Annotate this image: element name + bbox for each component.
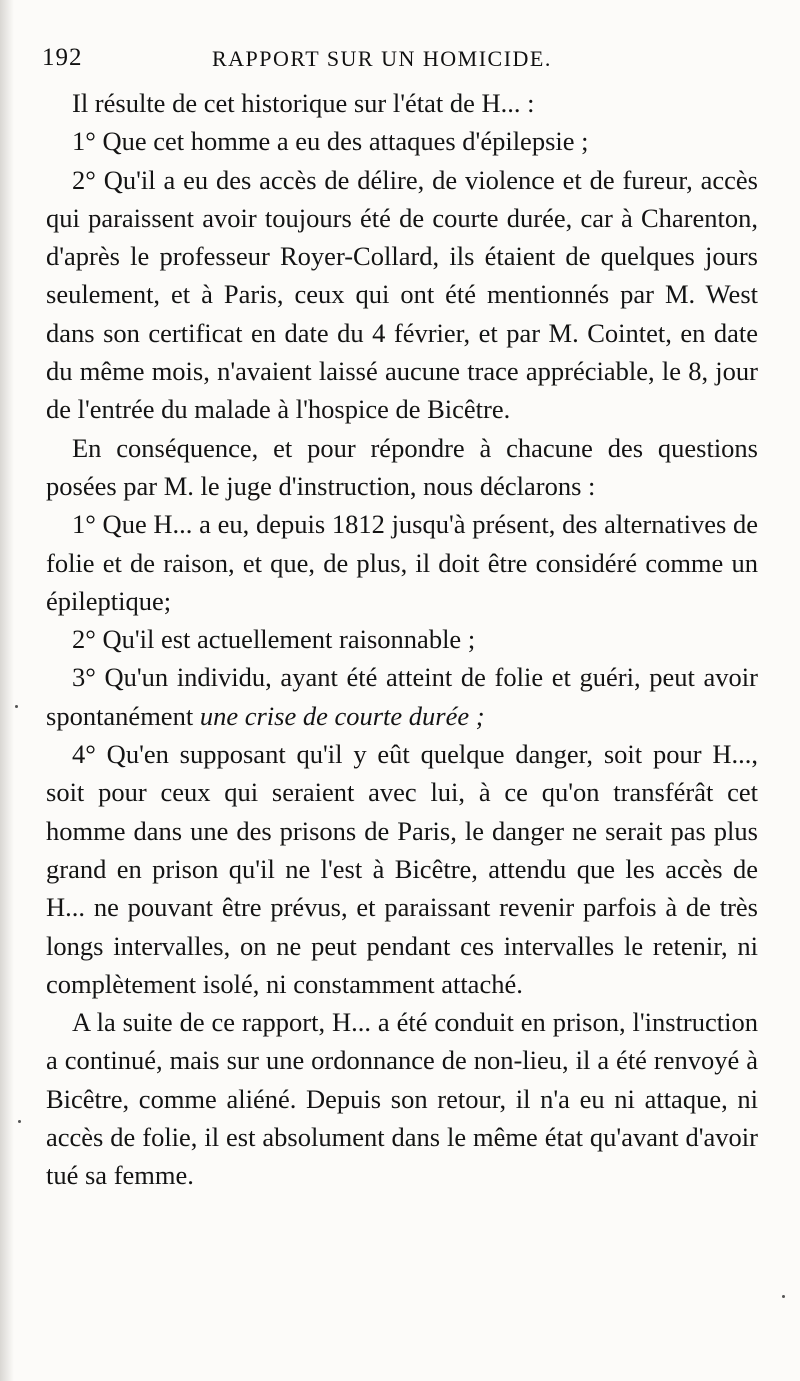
paragraph-consequence: En conséquence, et pour répondre à chacune des questions posées par M. le juge d'instruction, nous déclarons :: [46, 432, 758, 501]
page-gutter-shadow: [0, 0, 14, 1381]
paragraph-aftermath: A la suite de ce rapport, H... a été conduit en prison, l'instruction a continué, mais sur une ordonnance de non-lieu, il a été renvoyé à Bicêtre, comme aliéné. Depuis son retour, il n'a eu ni attaque, ni accès de folie, il est absolument dans le même état qu'avant d'avoir tué sa femme.: [46, 1007, 758, 1191]
paragraph-finding-2: 2° Qu'il a eu des accès de délire, de violence et de fureur, accès qui paraissent avoir toujours été de courte durée, car à Charenton, d'après le professeur Royer-Collard, ils étaient de quelques jours seulement, et à Paris, ceux qui ont été mentionnés par M. West dans son certificat en date du 4 février, et par M. Cointet, en date du même mois, n'avaient laissé aucune trace appréciable, le 8, jour de l'entrée du malade à l'hospice de Bicêtre.: [46, 164, 758, 425]
paragraph-declaration-2: 2° Qu'il est actuellement raisonnable ;: [72, 624, 476, 655]
paragraph-declaration-4: 4° Qu'en supposant qu'il y eût quelque danger, soit pour H..., soit pour ceux qui seraient avec lui, à ce qu'on transférât cet homme dans une des prisons de Paris, le danger ne serait pas plus grand en prison qu'il ne l'est à Bicêtre, attendu que les accès de H... ne pouvant être prévus, et paraissant revenir parfois à de très longs intervalles, on ne peut pendant ces intervalles le retenir, ni complètement isolé, ni constamment attaché.: [46, 739, 758, 999]
body-text: [46, 84, 758, 1195]
paragraph-finding-1: 1° Que cet homme a eu des attaques d'épilepsie ;: [72, 126, 589, 157]
paper-speck: [15, 705, 18, 708]
paragraph-intro: Il résulte de cet historique sur l'état de H... :: [72, 88, 535, 118]
page-header: [42, 40, 757, 76]
declaration-3-emphasis: une crise de courte durée ;: [199, 700, 485, 731]
paper-speck: [782, 1295, 785, 1298]
declaration-3-text: 3° Qu'un individu, ayant été atteint de folie et guéri, peut avoir spontanément: [46, 662, 758, 731]
paragraph-declaration-3: [46, 658, 758, 735]
page-number: 192: [42, 44, 83, 71]
paper-speck: [18, 1120, 21, 1123]
paragraph-declaration-1: 1° Que H... a eu, depuis 1812 jusqu'à présent, des alternatives de folie et de raison, et que, de plus, il doit être considéré comme un épileptique;: [46, 509, 758, 616]
running-title: RAPPORT SUR UN HOMICIDE.: [212, 46, 552, 71]
